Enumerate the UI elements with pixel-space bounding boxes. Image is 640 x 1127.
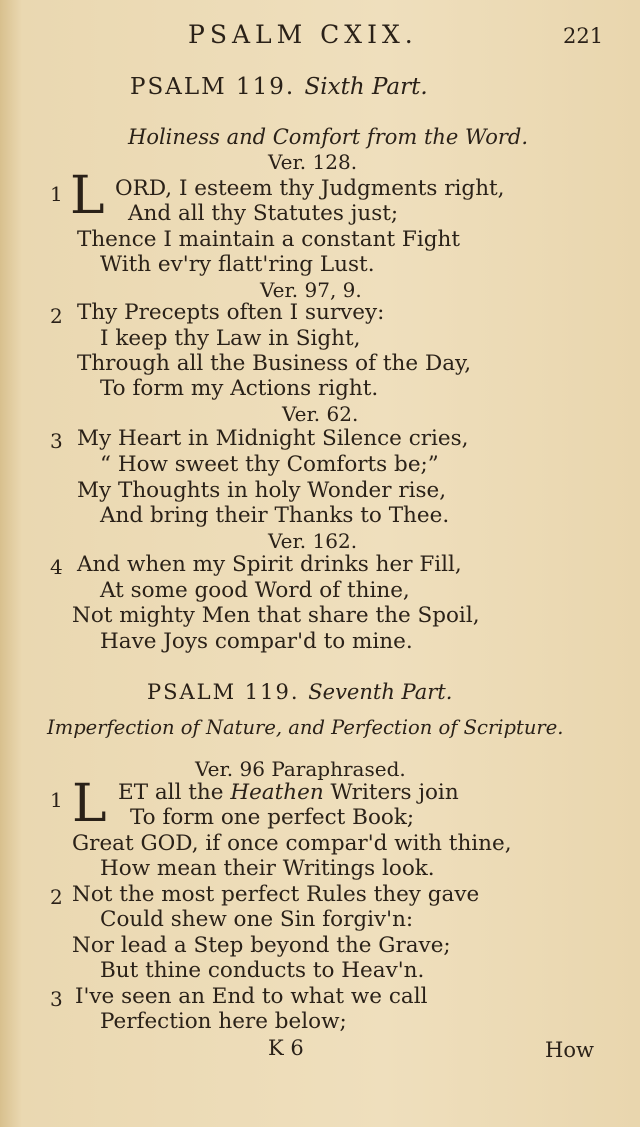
verse-line: How mean their Writings look. <box>100 856 435 881</box>
drop-cap: L <box>70 166 105 226</box>
stanza-number: 2 <box>50 885 63 909</box>
stanza-number: 1 <box>50 788 63 812</box>
running-title: PSALM CXIX. <box>188 20 418 49</box>
verse-line: To form my Actions right. <box>100 376 379 401</box>
verse-ref: Ver. 162. <box>268 529 358 553</box>
verse-ref: Ver. 62. <box>282 402 359 426</box>
verse-line: To form one perfect Book; <box>130 805 415 830</box>
part-label: Seventh Part. <box>308 680 453 704</box>
stanza-number: 2 <box>50 304 63 328</box>
part-six-subject: Holiness and Comfort from the Word. <box>128 125 528 149</box>
verse-line-text: ET all the <box>118 780 224 805</box>
verse-line: I've seen an End to what we call <box>75 984 428 1009</box>
stanza-number: 1 <box>50 182 63 206</box>
verse-line: And all thy Statutes just; <box>128 201 399 226</box>
verse-line: Have Joys compar'd to mine. <box>100 629 413 654</box>
verse-line <box>118 780 459 805</box>
verse-line: Thy Precepts often I survey: <box>77 300 385 325</box>
stanza-number: 3 <box>50 987 63 1011</box>
verse-line: Could shew one Sin forgiv'n: <box>100 907 414 932</box>
verse-line: With ev'ry flatt'ring Lust. <box>100 252 375 277</box>
verse-line: But thine conducts to Heav'n. <box>100 958 425 983</box>
part-label: Sixth Part. <box>304 74 428 100</box>
verse-line: Not the most perfect Rules they gave <box>72 882 480 907</box>
verse-line: My Thoughts in holy Wonder rise, <box>77 478 447 503</box>
verse-line: And when my Spirit drinks her Fill, <box>77 552 462 577</box>
verse-line-italic: Heathen <box>230 780 324 805</box>
part-six-heading <box>130 74 428 100</box>
verse-line-text: Writers join <box>330 780 459 805</box>
drop-cap: L <box>72 774 107 834</box>
verse-ref: Ver. 97, 9. <box>260 278 362 302</box>
verse-line: My Heart in Midnight Silence cries, <box>77 426 469 451</box>
psalm-heading: PSALM 119. <box>147 680 300 704</box>
verse-line: ORD, I esteem thy Judgments right, <box>115 176 505 201</box>
verse-line: Nor lead a Step beyond the Grave; <box>72 933 451 958</box>
signature-mark: K 6 <box>268 1036 304 1060</box>
verse-line: I keep thy Law in Sight, <box>100 326 361 351</box>
stanza-number: 3 <box>50 429 63 453</box>
catchword: How <box>545 1038 594 1062</box>
verse-ref: Ver. 96 Paraphrased. <box>195 757 406 781</box>
verse-line: And bring their Thanks to Thee. <box>100 503 450 528</box>
verse-line: Thence I maintain a constant Fight <box>77 227 460 252</box>
page-number: 221 <box>563 24 604 48</box>
verse-line: At some good Word of thine, <box>100 578 410 603</box>
verse-ref: Ver. 128. <box>268 150 358 174</box>
verse-line: “ How sweet thy Comforts be;” <box>100 452 439 477</box>
verse-line: Perfection here below; <box>100 1009 347 1034</box>
part-seven-subject: Imperfection of Nature, and Perfection of Scripture. <box>47 716 564 739</box>
psalm-heading: PSALM 119. <box>130 74 296 100</box>
part-seven-heading <box>147 680 452 704</box>
verse-line: Through all the Business of the Day, <box>77 351 472 376</box>
verse-line: Not mighty Men that share the Spoil, <box>72 603 480 628</box>
stanza-number: 4 <box>50 555 63 579</box>
verse-line: Great GOD, if once compar'd with thine, <box>72 831 512 856</box>
